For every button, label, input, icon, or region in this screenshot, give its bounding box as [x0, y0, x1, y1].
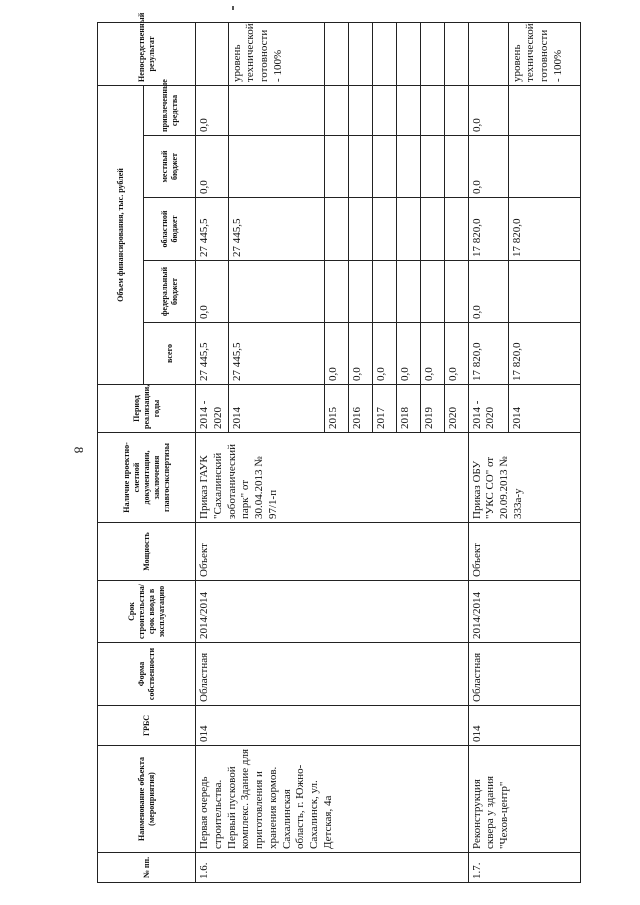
header-period: Период реализации, годы — [98, 385, 196, 433]
cell-local: 0,0 — [468, 136, 508, 198]
cell-federal — [420, 261, 444, 323]
row-num: 1.6. — [196, 853, 469, 883]
program-table — [97, 12, 581, 883]
cell-attracted — [348, 85, 372, 135]
cell-result: уровень технической готовности - 100% — [228, 22, 324, 85]
cell-local — [444, 136, 468, 198]
header-total: всего — [144, 323, 196, 385]
cell-result — [372, 22, 396, 85]
cell-local — [324, 136, 348, 198]
cell-total: 27 445,5 — [196, 323, 229, 385]
cell-attracted — [372, 85, 396, 135]
cell-period: 2014 - 2020 — [196, 385, 229, 433]
header-funding: Объем финансирования, тыс. рублей — [98, 85, 144, 384]
cell-federal — [508, 261, 580, 323]
cell-regional — [348, 198, 372, 261]
cell-federal — [396, 261, 420, 323]
header-docs: Наличие проектно-сметной документации, заключения главгосэкспертизы — [98, 433, 196, 523]
cell-local — [396, 136, 420, 198]
cell-total: 17 820,0 — [508, 323, 580, 385]
row-grbs: 014 — [196, 706, 469, 746]
cell-period: 2014 — [508, 385, 580, 433]
row-grbs: 014 — [468, 706, 580, 746]
page-number: 8 — [71, 446, 87, 454]
cell-local: 0,0 — [196, 136, 229, 198]
cell-federal — [372, 261, 396, 323]
header-term: Срок строительства/срок ввода в эксплуатацию — [98, 581, 196, 643]
cell-total: 0,0 — [420, 323, 444, 385]
cell-regional: 17 820,0 — [468, 198, 508, 261]
cell-result: уровень технической готовности - 100% — [508, 22, 580, 85]
row-ownership: Областная — [196, 643, 469, 706]
cell-federal — [444, 261, 468, 323]
table-row — [196, 22, 229, 882]
cell-result — [444, 22, 468, 85]
cell-federal: 0,0 — [468, 261, 508, 323]
cell-result — [468, 22, 508, 85]
cell-total: 17 820,0 — [468, 323, 508, 385]
header-num: № пп. — [98, 853, 196, 883]
table-header — [98, 12, 196, 882]
cell-attracted — [324, 85, 348, 135]
row-term: 2014/2014 — [196, 581, 469, 643]
cell-federal — [324, 261, 348, 323]
cell-total: 0,0 — [444, 323, 468, 385]
cell-attracted — [444, 85, 468, 135]
row-capacity: Объект — [468, 523, 580, 581]
cell-federal — [348, 261, 372, 323]
cell-attracted — [508, 85, 580, 135]
cell-local — [348, 136, 372, 198]
cell-period: 2014 — [228, 385, 324, 433]
row-name: Реконструкция сквера у здания "Чехов-центр" — [468, 746, 580, 853]
row-capacity: Объект — [196, 523, 469, 581]
header-result: Непосредственный результат — [98, 22, 196, 85]
cell-result — [396, 22, 420, 85]
cell-total: 0,0 — [396, 323, 420, 385]
cell-attracted: 0,0 — [196, 85, 229, 135]
cell-period: 2015 — [324, 385, 348, 433]
header-local: местный бюджет — [144, 136, 196, 198]
cell-attracted — [228, 85, 324, 135]
cell-local — [228, 136, 324, 198]
row-docs: Приказ ГАУК "Сахалинский зоботанический парк" от 30.04.2013 № 97/1-п — [196, 433, 469, 523]
cell-local — [420, 136, 444, 198]
cell-regional — [372, 198, 396, 261]
cell-regional — [444, 198, 468, 261]
cell-attracted: 0,0 — [468, 85, 508, 135]
cell-period: 2017 — [372, 385, 396, 433]
cell-regional: 17 820,0 — [508, 198, 580, 261]
header-grbs: ГРБС — [98, 706, 196, 746]
cell-attracted — [420, 85, 444, 135]
cell-federal — [228, 261, 324, 323]
cell-result — [348, 22, 372, 85]
header-capacity: Мощность — [98, 523, 196, 581]
table-row — [468, 22, 508, 882]
cell-result — [196, 22, 229, 85]
row-term: 2014/2014 — [468, 581, 580, 643]
cell-result — [324, 22, 348, 85]
cell-result — [420, 22, 444, 85]
cell-local — [372, 136, 396, 198]
cell-local — [508, 136, 580, 198]
cell-period: 2018 — [396, 385, 420, 433]
scan-mark — [232, 6, 234, 10]
cell-period: 2019 — [420, 385, 444, 433]
header-name: Наименование объекта (мероприятия) — [98, 746, 196, 853]
cell-regional — [324, 198, 348, 261]
cell-regional — [420, 198, 444, 261]
cell-period: 2014 - 2020 — [468, 385, 508, 433]
cell-total: 27 445,5 — [228, 323, 324, 385]
cell-total: 0,0 — [324, 323, 348, 385]
cell-federal: 0,0 — [196, 261, 229, 323]
cell-regional: 27 445,5 — [196, 198, 229, 261]
row-name: Первая очередь строительства. Первый пусковой комплекс. Здание для приготовления и хранения кормов. Сахалинская область, г. Южно-Сахалинск, ул. Детская, 4а — [196, 746, 469, 853]
program-table-wrapper — [97, 12, 564, 883]
cell-attracted — [396, 85, 420, 135]
header-federal: федеральный бюджет — [144, 261, 196, 323]
cell-period: 2016 — [348, 385, 372, 433]
header-attracted: привлеченные средства — [144, 85, 196, 135]
row-docs: Приказ ОБУ "УКС СО" от 20.09.2013 № 333а-у — [468, 433, 580, 523]
row-ownership: Областная — [468, 643, 580, 706]
cell-total: 0,0 — [372, 323, 396, 385]
cell-regional: 27 445,5 — [228, 198, 324, 261]
header-regional: областной бюджет — [144, 198, 196, 261]
header-ownership: Форма собственности — [98, 643, 196, 706]
cell-total: 0,0 — [348, 323, 372, 385]
row-num: 1.7. — [468, 853, 580, 883]
cell-period: 2020 — [444, 385, 468, 433]
cell-regional — [396, 198, 420, 261]
